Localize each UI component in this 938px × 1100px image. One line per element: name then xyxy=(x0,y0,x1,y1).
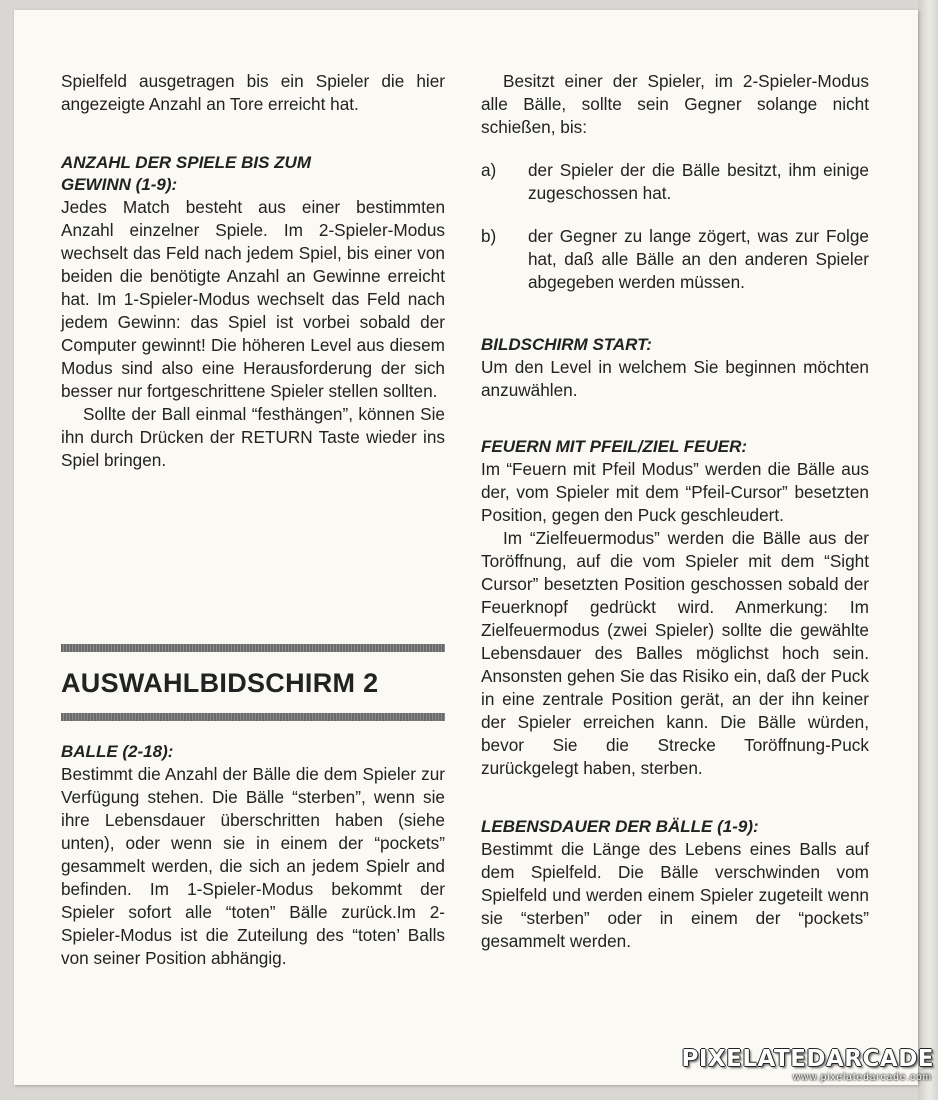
start-heading: BILDSCHIRM START: xyxy=(481,335,652,354)
life-heading: LEBENSDAUER DER BÄLLE (1-9): xyxy=(481,817,759,836)
section-title: AUSWAHLBIDSCHIRM 2 xyxy=(61,668,379,698)
list-item-a xyxy=(481,159,869,205)
watermark-main: PIXELATEDARCADE xyxy=(681,1046,934,1072)
left-column xyxy=(61,70,445,970)
list-item-b-label: b) xyxy=(481,226,497,246)
list-item-a-text: der Spieler der die Bälle besitzt, ihm einige zugeschossen hat. xyxy=(528,160,869,203)
right-intro-paragraph: Besitzt einer der Spieler, im 2-Spieler-Modus alle Bälle, sollte sein Gegner solange nicht schießen, bis: xyxy=(481,71,869,137)
watermark-logo xyxy=(681,1046,934,1084)
start-body: Um den Level in welchem Sie beginnen möchten anzuwählen. xyxy=(481,357,869,400)
section-rule-bottom xyxy=(61,713,445,721)
left-intro-paragraph: Spielfeld ausgetragen bis ein Spieler die hier angezeigte Anzahl an Tore erreicht hat. xyxy=(61,71,445,114)
list-item-b xyxy=(481,225,869,294)
life-body: Bestimmt die Länge des Lebens eines Balls auf dem Spielfeld. Die Bälle verschwinden vom Spielfeld und werden einem Spieler zugeteilt wenn sie “sterben” oder in einem der “pockets” gesammelt werden. xyxy=(481,839,869,951)
fire-body-aim: Im “Zielfeuermodus” werden die Bälle aus der Toröffnung, auf die vom Spieler mit dem “Sight Cursor” besetzten Position geschossen sobald der Feuerknopf gedrückt wird. Anmerkung: Im Zielfeuermodus (zwei Spieler) sollte die gewählte Lebensdauer des Balles möglichst hoch sein. Ansonsten gehen Sie das Risiko ein, daß der Puck in eine zentrale Position gerät, an der ihn keiner der Spieler erreichen kann. Die Bälle würden, bevor Sie die Strecke Toröffnung-Puck zurückgelegt haben, sterben. xyxy=(481,528,869,778)
fire-heading: FEUERN MIT PFEIL/ZIEL FEUER: xyxy=(481,437,748,456)
right-column xyxy=(481,70,869,953)
section-rule-top xyxy=(61,644,445,652)
games-body: Jedes Match besteht aus einer bestimmten Anzahl einzelner Spiele. Im 2-Spieler-Modus wechselt das Feld nach jedem Spiel, bis einer von beiden die benötigte Anzahl an Gewinne erreicht hat. Im 1-Spieler-Modus wechselt das Feld nach jedem Gewinn: das Spiel ist vorbei sobald der Computer gewinnt! Die höheren Level aus diesem Modus sind also eine Herausforderung der sich besser nur fortgeschrittene Spieler stellen sollten. xyxy=(61,197,445,401)
games-heading-line2: GEWINN (1-9): xyxy=(61,175,178,194)
list-item-a-label: a) xyxy=(481,160,497,180)
fire-body: Im “Feuern mit Pfeil Modus” werden die Bälle aus der, vom Spieler mit dem “Pfeil-Cursor” besetzten Position, gegen den Puck geschleudert. xyxy=(481,459,869,525)
balls-heading: BALLE (2-18): xyxy=(61,742,174,761)
games-heading-line1: ANZAHL DER SPIELE BIS ZUM xyxy=(61,153,311,172)
balls-body: Bestimmt die Anzahl der Bälle die dem Spieler zur Verfügung stehen. Die Bälle “sterben”, wenn sie ihre Lebensdauer überschritten haben (siehe unten), oder wenn sie in einem der “pockets” gesammelt werden, die sich an jedem Spielr and befinden. Im 1-Spieler-Modus bekommt der Spieler sofort alle “toten” Bälle zurück.Im 2-Spieler-Modus ist die Zuteilung des “toten’ Balls von seiner Position abhängig. xyxy=(61,764,445,968)
page-spine xyxy=(918,0,938,1100)
list-item-b-text: der Gegner zu lange zögert, was zur Folge hat, daß alle Bälle an den anderen Spieler abgegeben werden müssen. xyxy=(528,226,869,292)
games-heading xyxy=(61,152,445,196)
watermark-url: www.pixelatedarcade.com xyxy=(792,1072,932,1083)
games-body-return: Sollte der Ball einmal “festhängen”, können Sie ihn durch Drücken der RETURN Taste wieder ins Spiel bringen. xyxy=(61,404,445,470)
